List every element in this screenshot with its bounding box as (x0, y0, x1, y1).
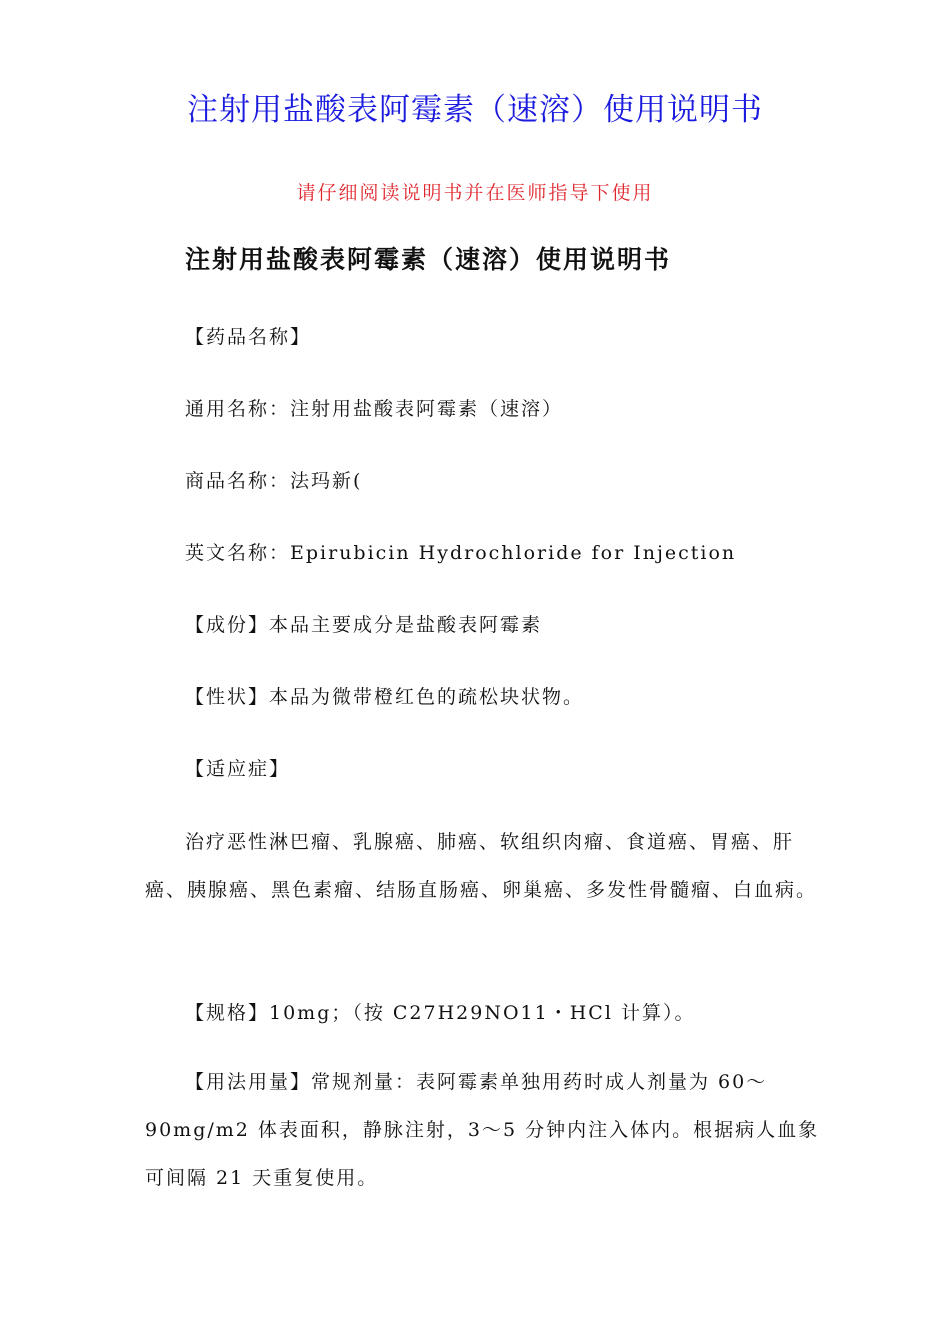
specification: 【规格】10mg；（按 C27H29NO11・HCl 计算）。 (185, 1002, 696, 1024)
trade-name: 商品名称：法玛新( (185, 470, 363, 492)
generic-name: 通用名称：注射用盐酸表阿霉素（速溶） (185, 398, 564, 420)
document-title: 注射用盐酸表阿霉素（速溶）使用说明书 (185, 245, 672, 274)
indications-text: 治疗恶性淋巴瘤、乳腺癌、肺癌、软组织肉瘤、食道癌、胃癌、肝癌、胰腺癌、黑色素瘤、结肠直肠癌、卵巢癌、多发性骨髓瘤、白血病。 (145, 831, 818, 901)
appearance: 【性状】本品为微带橙红色的疏松块状物。 (185, 686, 585, 708)
english-name: 英文名称：Epirubicin Hydrochloride for Injection (185, 542, 737, 564)
main-title: 注射用盐酸表阿霉素（速溶）使用说明书 (187, 92, 763, 128)
dosage-text: 【用法用量】常规剂量：表阿霉素单独用药时成人剂量为 60～90mg/m2 体表面积，静脉注射，3～5 分钟内注入体内。根据病人血象可间隔 21 天重复使用。 (145, 1071, 820, 1189)
ingredients: 【成份】本品主要成分是盐酸表阿霉素 (185, 614, 543, 636)
indications-heading: 【适应症】 (185, 758, 291, 780)
drug-name-heading: 【药品名称】 (185, 326, 312, 348)
usage-notice: 请仔细阅读说明书并在医师指导下使用 (296, 182, 654, 204)
